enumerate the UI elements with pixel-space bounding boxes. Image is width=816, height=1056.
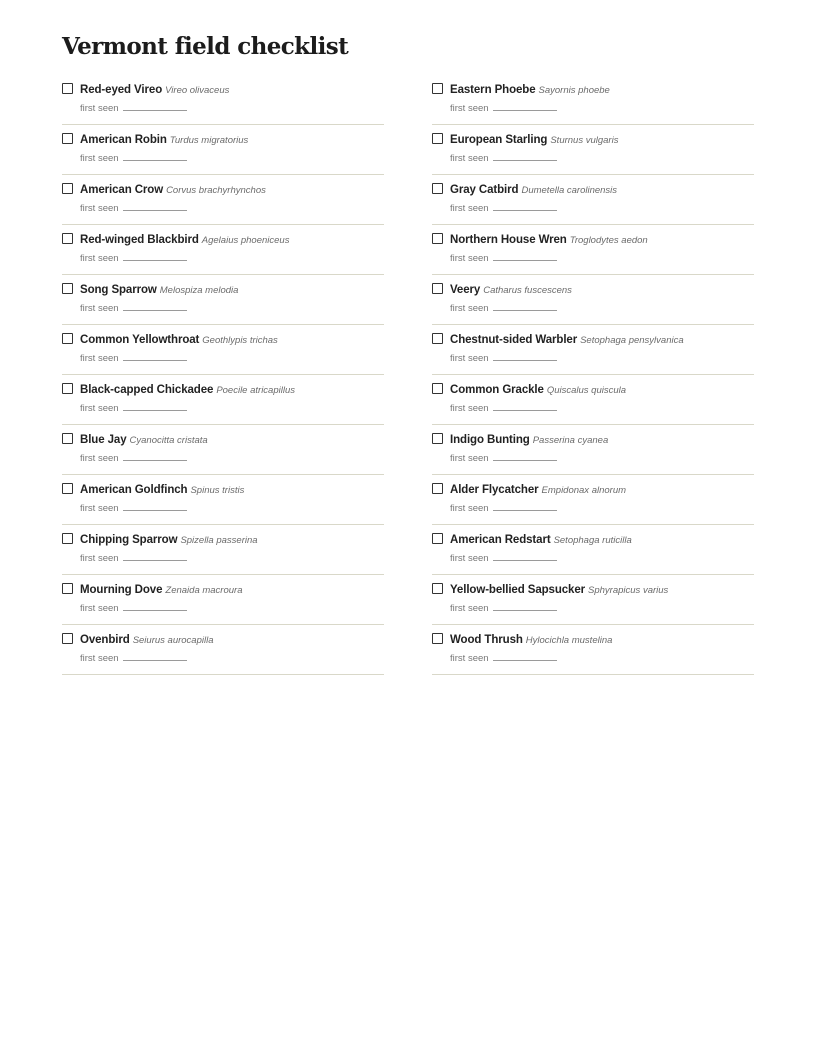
scientific-name: Corvus brachyrhynchos <box>166 185 266 196</box>
species-name-line <box>450 281 572 299</box>
common-name: Gray Catbird <box>450 184 519 196</box>
first-seen-row <box>450 552 557 566</box>
common-name: Northern House Wren <box>450 234 567 246</box>
first-seen-label: first seen <box>80 453 119 464</box>
first-seen-blank[interactable] <box>493 602 557 611</box>
checklist-item <box>432 625 754 675</box>
common-name: Red-eyed Vireo <box>80 84 163 96</box>
first-seen-blank[interactable] <box>493 152 557 161</box>
scientific-name: Turdus migratorius <box>169 135 249 146</box>
common-name: Chestnut-sided Warbler <box>450 334 578 346</box>
first-seen-label: first seen <box>450 203 489 214</box>
species-name-line <box>450 81 610 99</box>
species-name-line <box>450 431 608 449</box>
first-seen-row <box>80 452 187 466</box>
first-seen-row <box>450 652 557 666</box>
species-name-line <box>450 331 684 349</box>
first-seen-label: first seen <box>80 603 119 614</box>
checklist-item <box>432 275 754 325</box>
species-name-line <box>80 231 289 249</box>
first-seen-row <box>450 302 557 316</box>
first-seen-label: first seen <box>450 103 489 114</box>
first-seen-blank[interactable] <box>123 502 187 511</box>
first-seen-label: first seen <box>450 603 489 614</box>
first-seen-label: first seen <box>450 353 489 364</box>
species-name-line <box>80 481 244 499</box>
checklist-item <box>432 75 754 125</box>
common-name: Indigo Bunting <box>450 434 530 446</box>
scientific-name: Zenaida macroura <box>165 585 243 596</box>
first-seen-blank[interactable] <box>493 452 557 461</box>
checklist-item <box>432 475 754 525</box>
species-name-line <box>450 631 612 649</box>
first-seen-label: first seen <box>80 553 119 564</box>
first-seen-row <box>450 102 557 116</box>
first-seen-label: first seen <box>450 403 489 414</box>
common-name: Black-capped Chickadee <box>80 384 214 396</box>
common-name: Yellow-bellied Sapsucker <box>450 584 586 596</box>
common-name: Common Yellowthroat <box>80 334 200 346</box>
first-seen-blank[interactable] <box>123 152 187 161</box>
first-seen-row <box>450 152 557 166</box>
species-checkbox[interactable] <box>432 183 443 194</box>
checklist-column-right <box>432 75 754 675</box>
species-checkbox[interactable] <box>432 533 443 544</box>
species-checkbox[interactable] <box>62 333 73 344</box>
species-checkbox[interactable] <box>62 133 73 144</box>
common-name: Common Grackle <box>450 384 544 396</box>
first-seen-blank[interactable] <box>123 652 187 661</box>
first-seen-label: first seen <box>80 503 119 514</box>
first-seen-blank[interactable] <box>493 252 557 261</box>
species-name-line <box>450 131 618 149</box>
species-checkbox[interactable] <box>432 283 443 294</box>
first-seen-row <box>80 152 187 166</box>
first-seen-row <box>80 252 187 266</box>
first-seen-row <box>80 552 187 566</box>
species-checkbox[interactable] <box>432 583 443 594</box>
species-name-line <box>80 631 213 649</box>
first-seen-row <box>450 352 557 366</box>
first-seen-blank[interactable] <box>493 552 557 561</box>
checklist-item <box>62 175 384 225</box>
first-seen-label: first seen <box>80 253 119 264</box>
first-seen-blank[interactable] <box>123 202 187 211</box>
common-name: Veery <box>450 284 481 296</box>
first-seen-blank[interactable] <box>123 402 187 411</box>
species-checkbox[interactable] <box>432 483 443 494</box>
first-seen-label: first seen <box>80 303 119 314</box>
first-seen-row <box>80 352 187 366</box>
checklist-item <box>432 575 754 625</box>
checklist-item <box>432 525 754 575</box>
scientific-name: Troglodytes aedon <box>569 235 648 246</box>
first-seen-label: first seen <box>450 653 489 664</box>
species-name-line <box>450 181 617 199</box>
species-checkbox[interactable] <box>62 233 73 244</box>
scientific-name: Vireo olivaceus <box>165 85 230 96</box>
species-checkbox[interactable] <box>432 133 443 144</box>
first-seen-blank[interactable] <box>493 502 557 511</box>
checklist-item <box>62 75 384 125</box>
first-seen-row <box>80 652 187 666</box>
first-seen-label: first seen <box>450 453 489 464</box>
species-checkbox[interactable] <box>432 233 443 244</box>
species-name-line <box>450 531 632 549</box>
common-name: Red-winged Blackbird <box>80 234 199 246</box>
first-seen-blank[interactable] <box>123 302 187 311</box>
first-seen-row <box>450 502 557 516</box>
first-seen-blank[interactable] <box>493 652 557 661</box>
scientific-name: Sphyrapicus varius <box>588 585 669 596</box>
common-name: Ovenbird <box>80 634 130 646</box>
scientific-name: Hylocichla mustelina <box>525 635 613 646</box>
checklist-item <box>432 325 754 375</box>
checklist-item <box>62 125 384 175</box>
first-seen-label: first seen <box>450 253 489 264</box>
first-seen-row <box>450 252 557 266</box>
first-seen-label: first seen <box>80 353 119 364</box>
first-seen-row <box>450 452 557 466</box>
species-checkbox[interactable] <box>432 433 443 444</box>
checklist-item <box>62 225 384 275</box>
scientific-name: Cyanocitta cristata <box>129 435 208 446</box>
scientific-name: Spinus tristis <box>190 485 245 496</box>
first-seen-label: first seen <box>80 403 119 414</box>
species-name-line <box>80 281 238 299</box>
first-seen-label: first seen <box>450 503 489 514</box>
first-seen-label: first seen <box>80 653 119 664</box>
common-name: Blue Jay <box>80 434 127 446</box>
species-checkbox[interactable] <box>432 633 443 644</box>
scientific-name: Sayornis phoebe <box>538 85 610 96</box>
species-name-line <box>80 531 258 549</box>
scientific-name: Seiurus aurocapilla <box>132 635 214 646</box>
scientific-name: Geothlypis trichas <box>202 335 278 346</box>
scientific-name: Catharus fuscescens <box>483 285 572 296</box>
first-seen-label: first seen <box>450 303 489 314</box>
scientific-name: Setophaga ruticilla <box>553 535 632 546</box>
first-seen-blank[interactable] <box>123 602 187 611</box>
species-name-line <box>450 481 626 499</box>
checklist-item <box>62 375 384 425</box>
first-seen-blank[interactable] <box>493 302 557 311</box>
species-name-line <box>80 181 266 199</box>
checklist-item <box>62 275 384 325</box>
species-checkbox[interactable] <box>432 383 443 394</box>
scientific-name: Sturnus vulgaris <box>550 135 619 146</box>
first-seen-row <box>450 402 557 416</box>
first-seen-row <box>80 402 187 416</box>
first-seen-blank[interactable] <box>493 202 557 211</box>
common-name: Song Sparrow <box>80 284 157 296</box>
species-name-line <box>80 331 278 349</box>
first-seen-blank[interactable] <box>123 552 187 561</box>
checklist-item <box>432 375 754 425</box>
common-name: European Starling <box>450 134 548 146</box>
checklist-item <box>62 525 384 575</box>
species-name-line <box>80 131 248 149</box>
first-seen-label: first seen <box>450 153 489 164</box>
species-checkbox[interactable] <box>62 583 73 594</box>
checklist-column-left <box>62 75 384 675</box>
first-seen-label: first seen <box>450 553 489 564</box>
first-seen-row <box>450 602 557 616</box>
species-checkbox[interactable] <box>62 433 73 444</box>
species-checkbox[interactable] <box>432 333 443 344</box>
species-name-line <box>450 581 668 599</box>
first-seen-row <box>80 502 187 516</box>
first-seen-blank[interactable] <box>493 102 557 111</box>
checklist-item <box>62 625 384 675</box>
common-name: Mourning Dove <box>80 584 163 596</box>
species-checkbox[interactable] <box>62 283 73 294</box>
first-seen-row <box>80 302 187 316</box>
checklist-item <box>432 425 754 475</box>
scientific-name: Empidonax alnorum <box>541 485 627 496</box>
first-seen-row <box>80 602 187 616</box>
common-name: American Crow <box>80 184 164 196</box>
species-name-line <box>80 381 295 399</box>
scientific-name: Passerina cyanea <box>532 435 609 446</box>
first-seen-label: first seen <box>80 103 119 114</box>
scientific-name: Quiscalus quiscula <box>546 385 627 396</box>
first-seen-blank[interactable] <box>123 252 187 261</box>
common-name: Alder Flycatcher <box>450 484 539 496</box>
checklist-item <box>62 425 384 475</box>
first-seen-row <box>80 102 187 116</box>
first-seen-blank[interactable] <box>123 102 187 111</box>
scientific-name: Dumetella carolinensis <box>521 185 618 196</box>
species-checkbox[interactable] <box>62 183 73 194</box>
first-seen-label: first seen <box>80 203 119 214</box>
common-name: American Robin <box>80 134 167 146</box>
first-seen-row <box>450 202 557 216</box>
species-name-line <box>450 231 648 249</box>
first-seen-blank[interactable] <box>493 352 557 361</box>
checklist-item <box>432 125 754 175</box>
checklist-item <box>62 475 384 525</box>
scientific-name: Setophaga pensylvanica <box>580 335 684 346</box>
species-checkbox[interactable] <box>432 83 443 94</box>
common-name: Wood Thrush <box>450 634 523 646</box>
species-name-line <box>450 381 626 399</box>
species-name-line <box>80 431 208 449</box>
common-name: Eastern Phoebe <box>450 84 536 96</box>
first-seen-label: first seen <box>80 153 119 164</box>
checklist-item <box>62 325 384 375</box>
species-name-line <box>80 81 229 99</box>
checklist-item <box>432 225 754 275</box>
checklist-item <box>62 575 384 625</box>
first-seen-row <box>80 202 187 216</box>
species-checkbox[interactable] <box>62 483 73 494</box>
checklist-item <box>432 175 754 225</box>
scientific-name: Agelaius phoeniceus <box>201 235 290 246</box>
page-title: Vermont field checklist <box>62 33 349 60</box>
species-checkbox[interactable] <box>62 533 73 544</box>
species-checkbox[interactable] <box>62 83 73 94</box>
common-name: American Goldfinch <box>80 484 188 496</box>
scientific-name: Poecile atricapillus <box>216 385 295 396</box>
first-seen-blank[interactable] <box>493 402 557 411</box>
common-name: American Redstart <box>450 534 551 546</box>
scientific-name: Spizella passerina <box>180 535 258 546</box>
first-seen-blank[interactable] <box>123 352 187 361</box>
common-name: Chipping Sparrow <box>80 534 178 546</box>
first-seen-blank[interactable] <box>123 452 187 461</box>
species-name-line <box>80 581 243 599</box>
species-checkbox[interactable] <box>62 383 73 394</box>
species-checkbox[interactable] <box>62 633 73 644</box>
scientific-name: Melospiza melodia <box>159 285 239 296</box>
